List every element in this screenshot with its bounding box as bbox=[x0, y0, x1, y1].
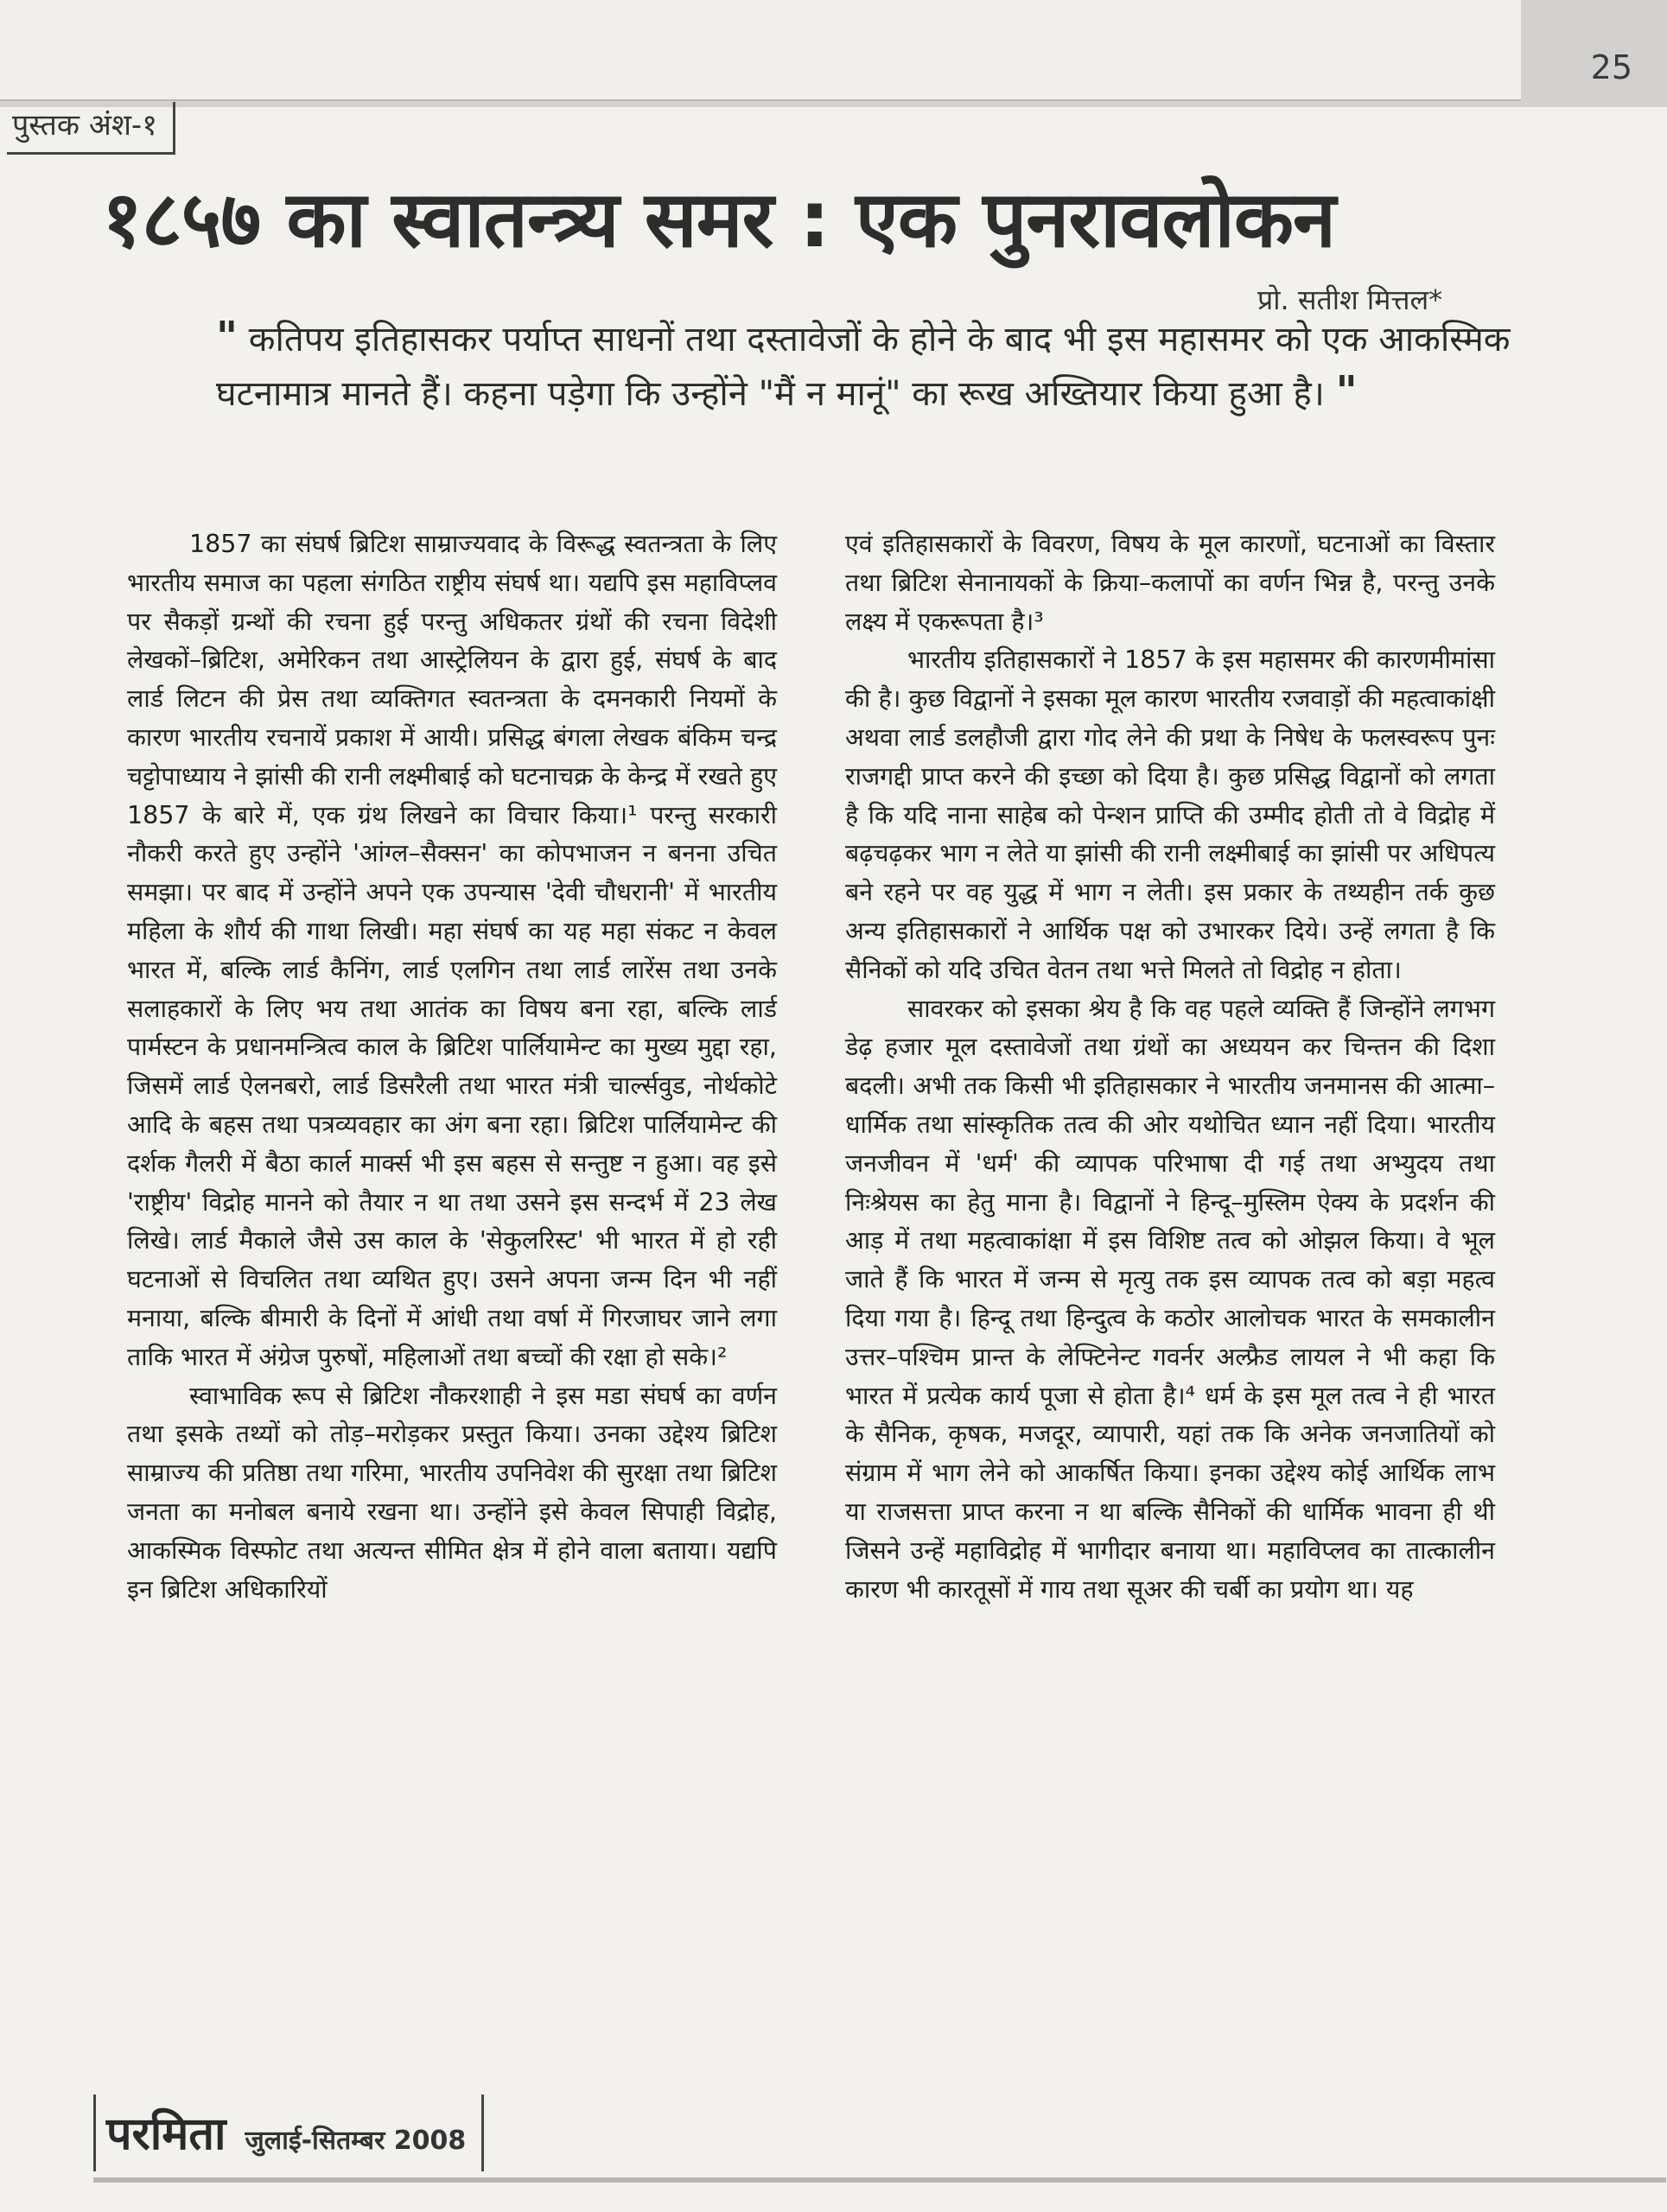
right-paragraph-3: सावरकर को इसका श्रेय है कि वह पहले व्यक्ति हैं जिन्होंने लगभग डेढ़ हजार मूल दस्तावेजों तथा ग्रंथों का अध्ययन कर चिन्तन की दिशा बदली। अभी तक किसी भी इतिहासकार ने भारतीय जनमानस की आत्मा–धार्मिक तथा सांस्कृतिक तत्व की ओर यथोचित ध्यान नहीं दिया। भारतीय जनजीवन में 'धर्म' की व्यापक परिभाषा दी गई तथा अभ्युदय तथा निःश्रेयस का हेतु माना है। विद्वानों ने हिन्दू–मुस्लिम ऐक्य के प्रदर्शन की आड़ में तथा महत्वाकांक्षा में इस विशिष्ट तत्व को ओझल किया। वे भूल जाते हैं कि भारत में जन्म से मृत्यु तक इस व्यापक तत्व को बड़ा महत्व दिया गया है। हिन्दू तथा हिन्दुत्व के कठोर आलोचक भारत के समकालीन उत्तर–पश्चिम प्रान्त के लेफ्टिनेन्ट गवर्नर अल्फ्रैड लायल ने भी कहा कि भारत में प्रत्येक कार्य पूजा से होता है।⁴ धर्म के इस मूल तत्व ने ही भारत के सैनिक, कृषक, मजदूर, व्यापारी, यहां तक कि अनेक जनजातियों को संग्राम में भाग लेने को आकर्षित किया। इनका उद्देश्य कोई आर्थिक लाभ या राजसत्ता प्राप्त करना न था बल्कि सैनिकों की धार्मिक भावना ही थी जिसने उन्हें महाविद्रोह में भागीदार बनाया था। महाविप्लव का तात्कालीन कारण भी कारतूसों में गाय तथा सूअर की चर्बी का प्रयोग था। यह bbox=[845, 994, 1495, 1604]
author-byline: प्रो. सतीश मित्तल* bbox=[1257, 283, 1443, 316]
right-paragraph-2: भारतीय इतिहासकारों ने 1857 के इस महासमर की कारणमीमांसा की है। कुछ विद्वानों ने इसका मूल कारण भारतीय रजवाड़ों की महत्वाकांक्षी अथवा लार्ड डलहौजी द्वारा गोद लेने की प्रथा के निषेध के फलस्वरूप पुनः राजगद्दी प्राप्त करने की इच्छा को दिया है। कुछ प्रसिद्ध विद्वानों को लगता है कि यदि नाना साहेब को पेन्शन प्राप्ति की उम्मीद होती तो वे विद्रोह में बढ़चढ़कर भाग न लेते या झांसी की रानी लक्ष्मीबाई का झांसी पर अधिपत्य बने रहने पर वह युद्ध में भाग न लेती। इस प्रकार के तथ्यहीन तर्क कुछ अन्य इतिहासकारों ने आर्थिक पक्ष को उभारकर दिये। उन्हें लगता है कि सैनिकों को यदि उचित वेतन तथा भत्ते मिलते तो विद्रोह न होता। bbox=[845, 645, 1495, 984]
issue-date: जुलाई-सितम्बर 2008 bbox=[245, 2126, 467, 2156]
right-column bbox=[845, 525, 1495, 1609]
footer-rule bbox=[93, 2177, 1666, 2183]
pull-quote-text: कतिपय इतिहासकर पर्याप्त साधनों तथा दस्तावेजों के होने के बाद भी इस महासमर को एक आकस्मिक घटनामात्र मानते हैं। कहना पड़ेगा कि उन्होंने "मैं न मानूं" का रूख अख्तियार किया हुआ है। bbox=[216, 320, 1511, 414]
page-number: 25 bbox=[1590, 48, 1632, 86]
top-strip bbox=[0, 0, 1667, 107]
left-paragraph-2: स्वाभाविक रूप से ब्रिटिश नौकरशाही ने इस मडा संघर्ष का वर्णन तथा इसके तथ्यों को तोड़–मरोड़कर प्रस्तुत किया। उनका उद्देश्य ब्रिटिश साम्राज्य की प्रतिष्ठा तथा गरिमा, भारतीय उपनिवेश की सुरक्षा तथा ब्रिटिश जनता का मनोबल बनाये रखना था। उन्होंने इसे केवल सिपाही विद्रोह, आकस्मिक विस्फोट तथा अत्यन्त सीमित क्षेत्र में होने वाला बताया। यद्यपि इन ब्रिटिश अधिकारियों bbox=[127, 1381, 777, 1604]
pull-quote-close-mark: " bbox=[1335, 367, 1358, 416]
left-column bbox=[127, 525, 777, 1609]
section-label: पुस्तक अंश-१ bbox=[7, 102, 175, 155]
pull-quote-open-mark: " bbox=[216, 313, 239, 361]
pull-quote bbox=[216, 311, 1530, 420]
top-strip-inner bbox=[0, 0, 1521, 101]
magazine-name: परमिता bbox=[106, 2108, 226, 2160]
article-title: १८५७ का स्वातन्त्र्य समर : एक पुनरावलोकन bbox=[102, 175, 1335, 265]
right-paragraph-1: एवं इतिहासकारों के विवरण, विषय के मूल कारणों, घटनाओं का विस्तार तथा ब्रिटिश सेनानायकों के क्रिया–कलापों का वर्णन भिन्न है, परन्तु उनके लक्ष्य में एकरूपता है।³ bbox=[845, 530, 1495, 636]
left-paragraph-1: 1857 का संघर्ष ब्रिटिश साम्राज्यवाद के विरूद्ध स्वतन्त्रता के लिए भारतीय समाज का पहला संगठित राष्ट्रीय संघर्ष था। यद्यपि इस महाविप्लव पर सैकड़ों ग्रन्थों की रचना हुई परन्तु अधिकतर ग्रंथों की रचना विदेशी लेखकों–ब्रिटिश, अमेरिकन तथा आस्ट्रेलियन के द्वारा हुई, संघर्ष के बाद लार्ड लिटन की प्रेस तथा व्यक्तिगत स्वतन्त्रता के दमनकारी नियमों के कारण भारतीय रचनायें प्रकाश में आयी। प्रसिद्ध बंगला लेखक बंकिम चन्द्र चट्टोपाध्याय ने झांसी की रानी लक्ष्मीबाई को घटनाचक्र के केन्द्र में रखते हुए 1857 के बारे में, एक ग्रंथ लिखने का विचार किया।¹ परन्तु सरकारी नौकरी करते हुए उन्होंने 'आंग्ल–सैक्सन' का कोपभाजन न बनना उचित समझा। पर बाद में उन्होंने अपने एक उपन्यास 'देवी चौधरानी' में भारतीय महिला के शौर्य की गाथा लिखी। महा संघर्ष का यह महा संकट न केवल भारत में, बल्कि लार्ड कैनिंग, लार्ड एलगिन तथा लार्ड लारेंस तथा उनके सलाहकारों के लिए भय तथा आतंक का विषय बना रहा, बल्कि लार्ड पार्मस्टन के प्रधानमन्त्रित्व काल के ब्रिटिश पार्लियामेन्ट का मुख्य मुद्दा रहा, जिसमें लार्ड ऐलनबरो, लार्ड डिसरैली तथा भारत मंत्री चार्ल्सवुड, नोर्थकोटे आदि के बहस तथा पत्रव्यवहार का अंग बना रहा। ब्रिटिश पार्लियामेन्ट की दर्शक गैलरी में बैठा कार्ल मार्क्स भी इस बहस से सन्तुष्ट न हुआ। वह इसे 'राष्ट्रीय' विद्रोह मानने को तैयार न था तथा उसने इस सन्दर्भ में 23 लेख लिखे। लार्ड मैकाले जैसे उस काल के 'सेकुलरिस्ट' भी भारत में हो रही घटनाओं से विचलित तथा व्यथित हुए। उसने अपना जन्म दिन भी नहीं मनाया, बल्कि बीमारी के दिनों में आंधी तथा वर्षा में गिरजाघर जाने लगा ताकि भारत में अंग्रेज पुरुषों, महिलाओं तथा बच्चों की रक्षा हो सके।² bbox=[127, 530, 777, 1371]
page-footer bbox=[93, 2094, 484, 2171]
